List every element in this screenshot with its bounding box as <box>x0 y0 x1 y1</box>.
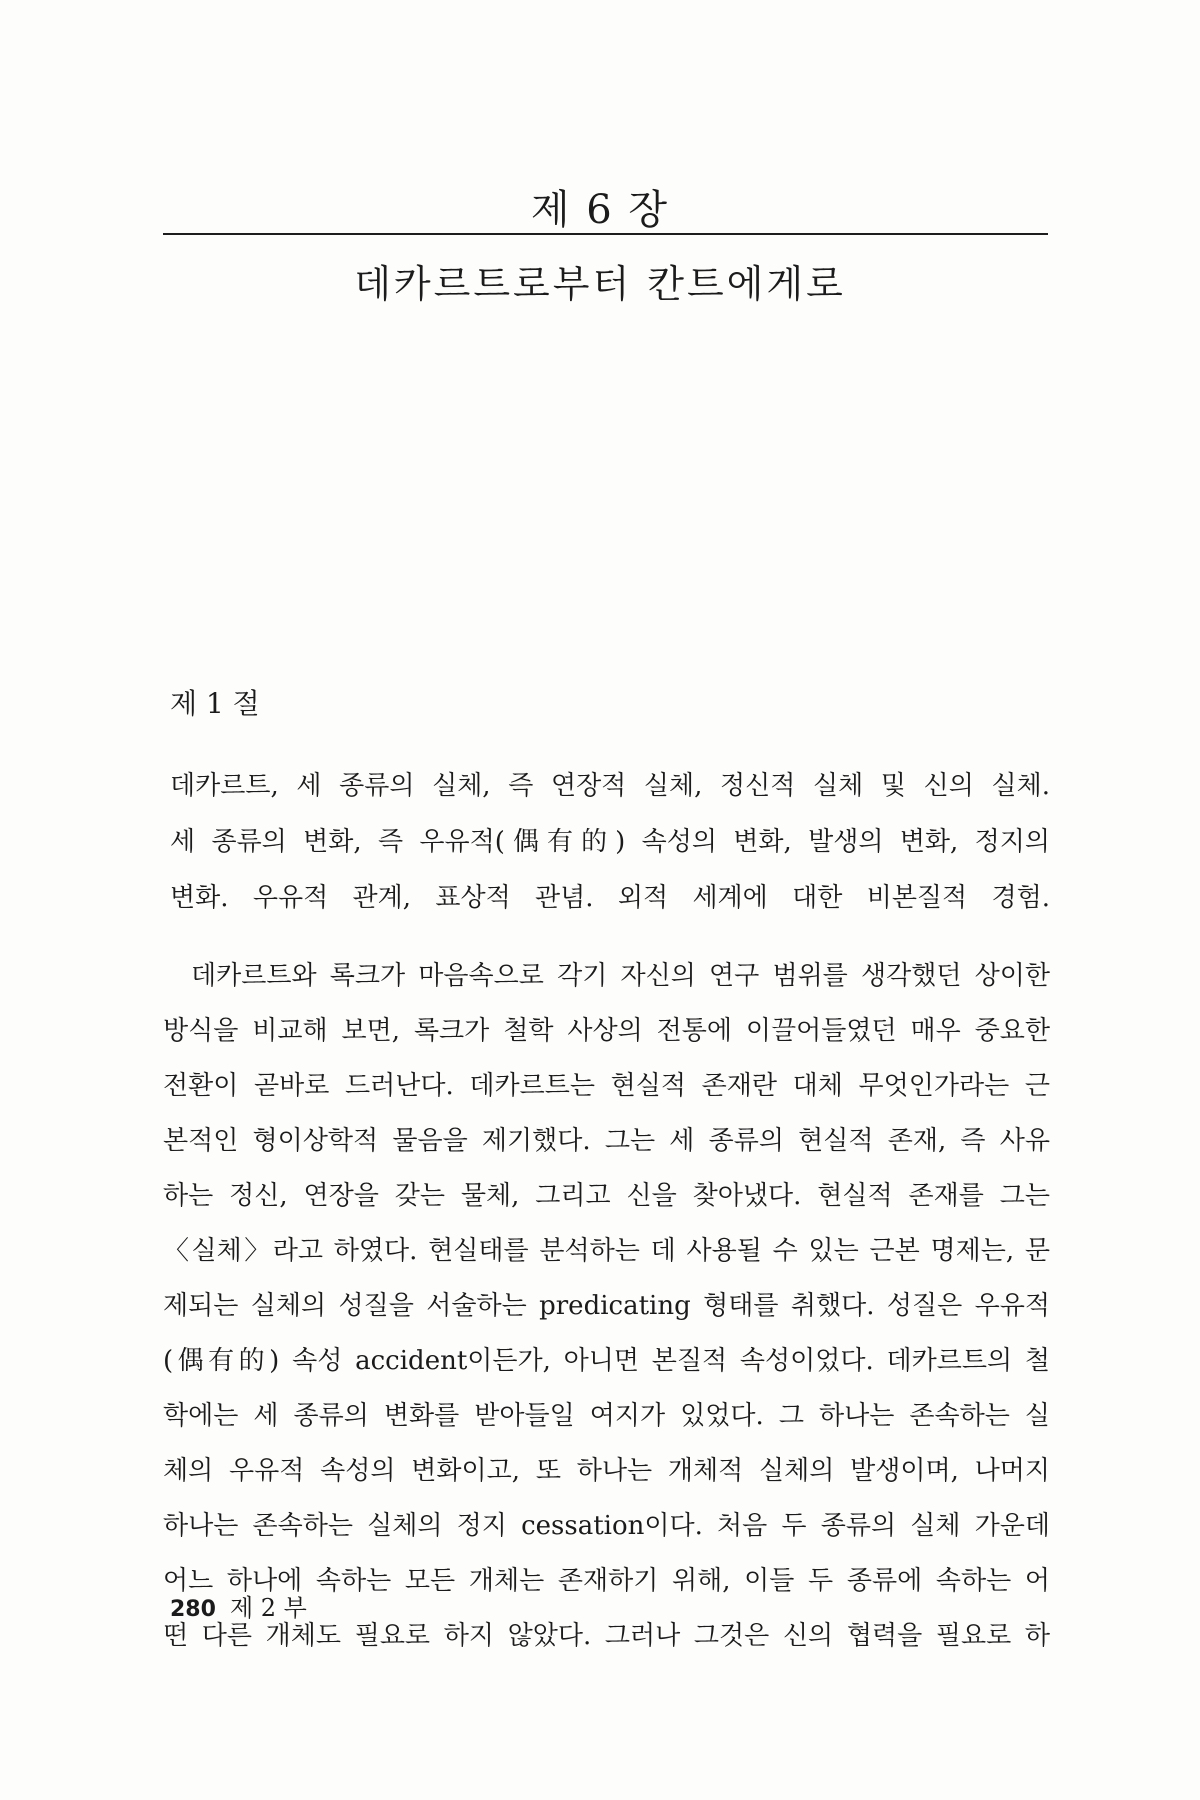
page-footer <box>170 1588 307 1623</box>
summary-line: 변화. 우유적 관계, 표상적 관념. 외적 세계에 대한 비본질적 경험. <box>170 883 1050 913</box>
chapter-number: 제 6 장 <box>530 187 670 233</box>
body-line: 학에는 세 종류의 변화를 받아들일 여지가 있었다. 그 하나는 존속하는 실 <box>163 1401 1050 1431</box>
chapter-divider <box>163 233 1048 235</box>
page-number: 280 <box>170 1597 216 1622</box>
summary-line: 데카르트, 세 종류의 실체, 즉 연장적 실체, 정신적 실체 및 신의 실체. <box>170 771 1050 801</box>
body-line: 전환이 곧바로 드러난다. 데카르트는 현실적 존재란 대체 무엇인가라는 근 <box>163 1071 1050 1101</box>
section-summary <box>170 765 1050 933</box>
body-line: 〈실체〉라고 하였다. 현실태를 분석하는 데 사용될 수 있는 근본 명제는, 문 <box>163 1236 1050 1266</box>
body-line: 하는 정신, 연장을 갖는 물체, 그리고 신을 찾아냈다. 현실적 존재를 그는 <box>163 1181 1050 1211</box>
body-paragraph <box>163 955 1050 1670</box>
body-line: 데카르트와 록크가 마음속으로 각기 자신의 연구 범위를 생각했던 상이한 <box>191 961 1050 991</box>
section-number: 제 1 절 <box>170 687 260 720</box>
body-line: 떤 다른 개체도 필요로 하지 않았다. 그러나 그것은 신의 협력을 필요로 하 <box>163 1621 1050 1651</box>
body-line: 방식을 비교해 보면, 록크가 철학 사상의 전통에 이끌어들였던 매우 중요한 <box>163 1016 1050 1046</box>
body-line: 어느 하나에 속하는 모든 개체는 존재하기 위해, 이들 두 종류에 속하는 어 <box>163 1566 1050 1596</box>
body-line: 체의 우유적 속성의 변화이고, 또 하나는 개체적 실체의 발생이며, 나머지 <box>163 1456 1050 1486</box>
body-line: 하나는 존속하는 실체의 정지 cessation이다. 처음 두 종류의 실체 가운데 <box>163 1511 1050 1541</box>
body-line: 제되는 실체의 성질을 서술하는 predicating 형태를 취했다. 성질은 우유적 <box>163 1291 1050 1321</box>
part-label: 제 2 부 <box>229 1594 307 1622</box>
chapter-title: 데카르트로부터 칸트에게로 <box>354 262 846 306</box>
body-line: 본적인 형이상학적 물음을 제기했다. 그는 세 종류의 현실적 존재, 즉 사유 <box>163 1126 1050 1156</box>
summary-line: 세 종류의 변화, 즉 우유적(偶有的) 속성의 변화, 발생의 변화, 정지의 <box>170 827 1050 857</box>
body-line: (偶有的) 속성 accident이든가, 아니면 본질적 속성이었다. 데카르트의 철 <box>163 1346 1050 1376</box>
